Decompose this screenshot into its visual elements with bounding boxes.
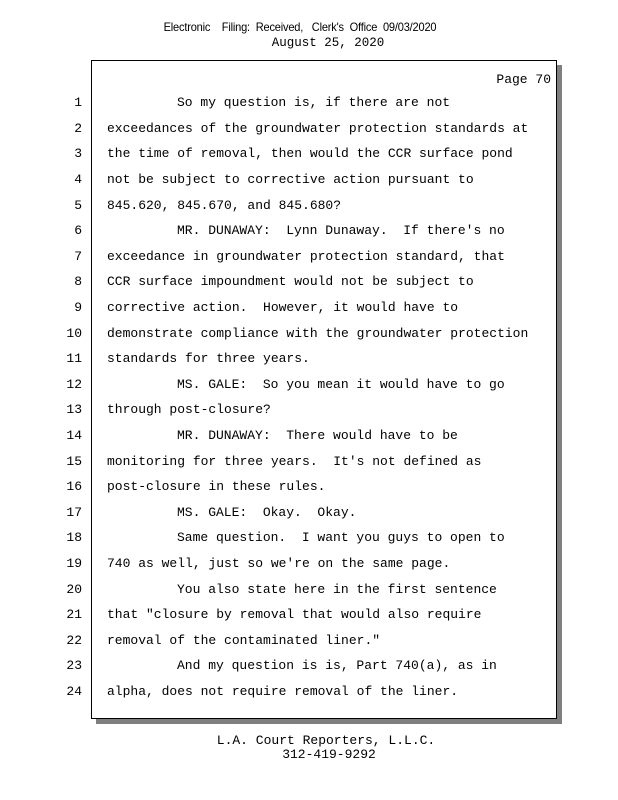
- transcript-line: 845.620, 845.670, and 845.680?: [107, 198, 342, 213]
- line-number: 1: [74, 95, 82, 110]
- line-number: 13: [66, 402, 82, 417]
- transcript-line: MR. DUNAWAY: There would have to be: [177, 428, 458, 443]
- transcript-line: MS. GALE: So you mean it would have to go: [177, 377, 505, 392]
- hearing-date: August 25, 2020: [271, 36, 385, 50]
- line-number: 7: [74, 249, 82, 264]
- line-number: 10: [66, 326, 82, 341]
- line-number: 19: [66, 556, 82, 571]
- line-number: 16: [66, 479, 82, 494]
- transcript-line: standards for three years.: [107, 351, 310, 366]
- transcript-line: And my question is is, Part 740(a), as in: [177, 658, 497, 673]
- transcript-line: monitoring for three years. It's not defined as: [107, 454, 482, 469]
- transcript-line: removal of the contaminated liner.": [107, 633, 381, 648]
- line-number: 14: [66, 428, 82, 443]
- page-number: Page 70: [496, 72, 551, 87]
- transcript-line: 740 as well, just so we're on the same page.: [107, 556, 451, 571]
- line-number: 11: [66, 351, 82, 366]
- line-number: 22: [66, 633, 82, 648]
- transcript-line: that "closure by removal that would also require: [107, 607, 482, 622]
- line-number: 15: [66, 454, 82, 469]
- line-number: 6: [74, 223, 82, 238]
- transcript-line: post-closure in these rules.: [107, 479, 326, 494]
- transcript-line: You also state here in the first sentence: [177, 582, 497, 597]
- reporter-company: L.A. Court Reporters, L.L.C.: [216, 733, 436, 748]
- line-number: 2: [74, 121, 82, 136]
- transcript-line: CCR surface impoundment would not be subject to: [107, 274, 474, 289]
- line-number: 4: [74, 172, 82, 187]
- transcript-line: exceedance in groundwater protection standard, that: [107, 249, 505, 264]
- transcript-line: through post-closure?: [107, 402, 271, 417]
- transcript-line: alpha, does not require removal of the liner.: [107, 684, 459, 699]
- transcript-line: demonstrate compliance with the groundwater protection: [107, 326, 529, 341]
- transcript-line: the time of removal, then would the CCR surface pond: [107, 146, 513, 161]
- line-number: 24: [66, 684, 82, 699]
- transcript-line: not be subject to corrective action pursuant to: [107, 172, 474, 187]
- transcript-line: MS. GALE: Okay. Okay.: [177, 505, 357, 520]
- line-number: 23: [66, 658, 82, 673]
- electronic-filing-stamp: Electronic Filing: Received, Clerk's Office 09/03/2020: [163, 20, 437, 34]
- transcript-line: exceedances of the groundwater protection standards at: [107, 121, 529, 136]
- transcript-line: Same question. I want you guys to open to: [177, 530, 505, 545]
- transcript-line: corrective action. However, it would have to: [107, 300, 459, 315]
- line-number: 20: [66, 582, 82, 597]
- line-number: 18: [66, 530, 82, 545]
- line-number: 8: [74, 274, 82, 289]
- line-number: 5: [74, 198, 82, 213]
- line-number: 9: [74, 300, 82, 315]
- line-number: 21: [66, 607, 82, 622]
- line-number: 3: [74, 146, 82, 161]
- line-number: 12: [66, 377, 82, 392]
- line-number: 17: [66, 505, 82, 520]
- transcript-line: So my question is, if there are not: [177, 95, 451, 110]
- transcript-line: MR. DUNAWAY: Lynn Dunaway. If there's no: [177, 223, 505, 238]
- reporter-phone: 312-419-9292: [282, 747, 376, 762]
